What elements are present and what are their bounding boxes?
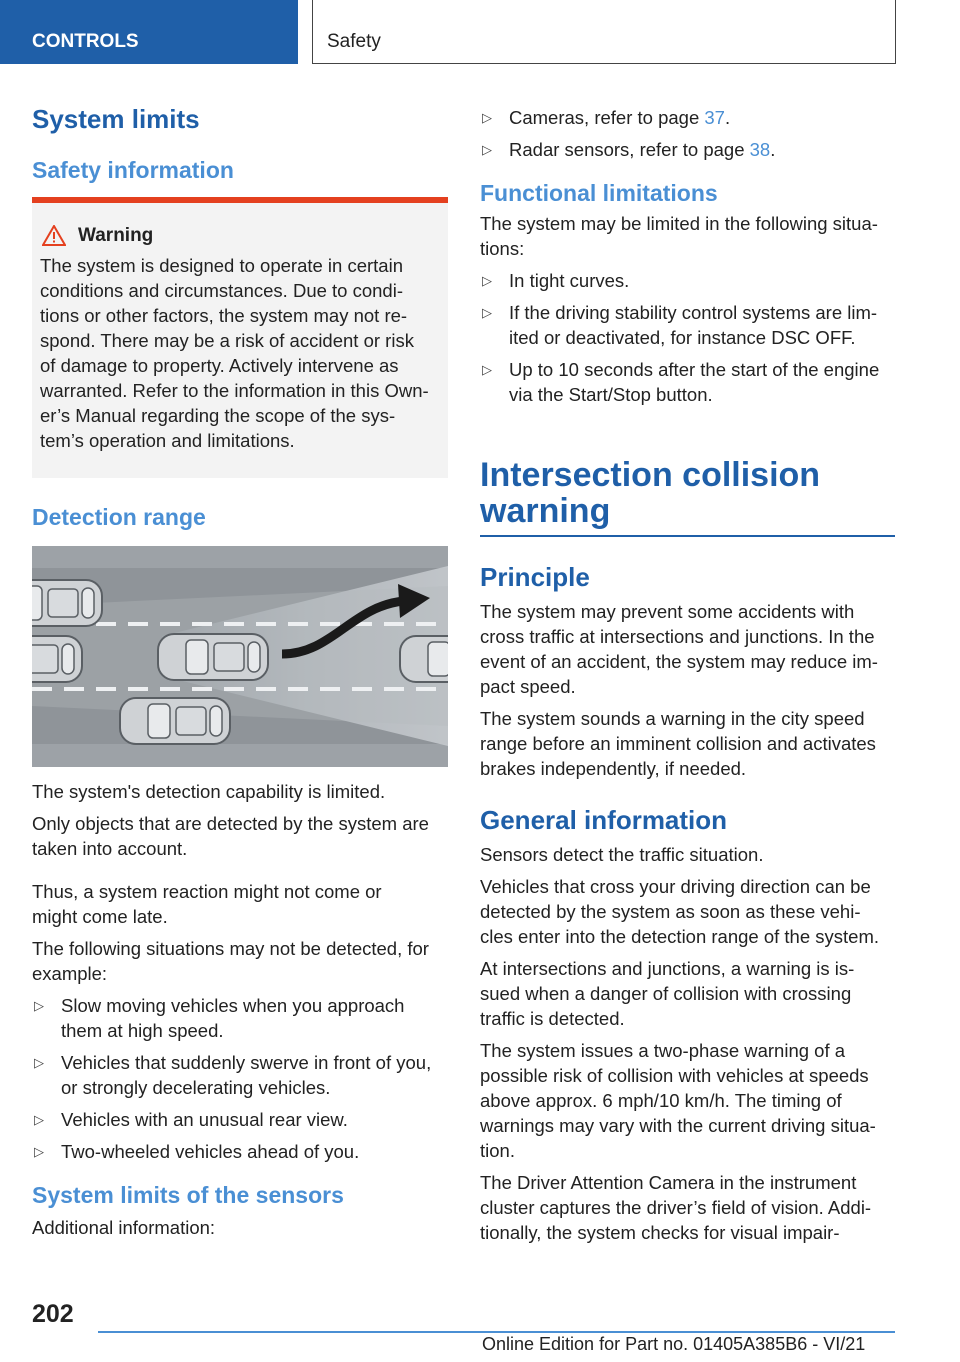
paragraph: detected by the system as soon as these vehi- xyxy=(480,901,861,922)
paragraph: The system's detection capability is limited. xyxy=(32,781,386,802)
paragraph: Vehicles that cross your driving direction can be xyxy=(480,876,871,897)
paragraph: The system sounds a warning in the city speed xyxy=(480,708,865,729)
paragraph: Sensors detect the traffic situation. xyxy=(480,844,764,865)
paragraph: warnings may vary with the current driving situa- xyxy=(480,1115,876,1136)
paragraph: The following situations may not be detected, for xyxy=(32,938,429,959)
bullet-triangle-icon: ▷ xyxy=(482,273,492,288)
warning-text xyxy=(40,253,440,453)
warning-line: conditions and circumstances. Due to condi- xyxy=(40,280,403,301)
general-information-heading: General information xyxy=(480,805,728,835)
paragraph: event of an accident, the system may reduce im- xyxy=(480,651,878,672)
principle-section xyxy=(480,562,900,1245)
section-label: Safety xyxy=(312,0,896,64)
paragraph: At intersections and junctions, a warning is is- xyxy=(480,958,855,979)
paragraph: cluster captures the driver’s field of vision. Addi- xyxy=(480,1197,872,1218)
chapter-tab: CONTROLS xyxy=(0,0,298,64)
paragraph: Additional information: xyxy=(32,1217,216,1238)
paragraph: taken into account. xyxy=(32,838,188,859)
warning-line: The system is designed to operate in certain xyxy=(40,255,403,276)
paragraph: tion. xyxy=(480,1140,515,1161)
paragraph: cross traffic at intersections and junctions. In the xyxy=(480,626,875,647)
edition-note: Online Edition for Part no. 01405A385B6 - VI/21 xyxy=(482,1334,866,1354)
functional-limitations-list xyxy=(480,268,900,407)
list-item: ▷ Slow moving vehicles when you approach them at high speed. xyxy=(34,995,405,1041)
paragraph: might come late. xyxy=(32,906,168,927)
warning-line: tem’s operation and limitations. xyxy=(40,430,295,451)
warning-line: er’s Manual regarding the scope of the sys- xyxy=(40,405,396,426)
list-item: ▷ Up to 10 seconds after the start of the engine via the Start/Stop button. xyxy=(482,359,880,405)
principle-heading: Principle xyxy=(480,562,590,592)
bullet-triangle-icon: ▷ xyxy=(482,142,492,157)
bullet-triangle-icon: ▷ xyxy=(482,362,492,377)
warning-title: Warning xyxy=(78,225,154,246)
functional-limitations-heading: Functional limitations xyxy=(480,180,718,206)
bullet-triangle-icon: ▷ xyxy=(34,1055,44,1070)
paragraph: example: xyxy=(32,963,108,984)
subsection-title: Safety information xyxy=(32,157,234,183)
paragraph: The system may prevent some accidents with xyxy=(480,601,855,622)
bullet-triangle-icon: ▷ xyxy=(34,998,44,1013)
warning-line: tions or other factors, the system may not re- xyxy=(40,305,408,326)
paragraph: traffic is detected. xyxy=(480,1008,625,1029)
warning-triangle-icon xyxy=(42,225,66,246)
paragraph: sued when a danger of collision with crossing xyxy=(480,983,852,1004)
footer-rule xyxy=(98,1331,895,1333)
paragraph: possible risk of collision with vehicles at speeds xyxy=(480,1065,869,1086)
list-item: ▷ If the driving stability control systems are lim- ited or deactivated, for instance DSC OFF. xyxy=(482,302,878,348)
list-item: ▷ Radar sensors, refer to page 38. xyxy=(482,139,776,160)
paragraph: above approx. 6 mph/10 km/h. The timing of xyxy=(480,1090,842,1111)
section-title: System limits xyxy=(32,104,200,134)
paragraph: Only objects that are detected by the system are xyxy=(32,813,429,834)
paragraph: range before an imminent collision and activates xyxy=(480,733,876,754)
bullet-triangle-icon: ▷ xyxy=(482,110,492,125)
paragraph: cles enter into the detection range of the system. xyxy=(480,926,880,947)
paragraph: tionally, the system checks for visual impair- xyxy=(480,1222,840,1243)
sensor-reference-list xyxy=(480,105,900,162)
page-number: 202 xyxy=(32,1300,74,1328)
list-item: ▷ Two-wheeled vehicles ahead of you. xyxy=(34,1141,360,1162)
not-detected-list xyxy=(32,993,452,1164)
icw-heading: Intersection collision warning xyxy=(480,456,821,530)
paragraph: pact speed. xyxy=(480,676,576,697)
list-item: ▷ In tight curves. xyxy=(482,270,630,291)
list-item: ▷ Vehicles that suddenly swerve in front of you, or strongly decelerating vehicles. xyxy=(34,1052,432,1098)
warning-box xyxy=(32,197,448,478)
detection-range-illustration xyxy=(32,546,448,767)
page-link[interactable]: 38 xyxy=(749,139,771,160)
right-column xyxy=(480,105,900,414)
paragraph: tions: xyxy=(480,238,525,259)
bullet-triangle-icon: ▷ xyxy=(34,1144,44,1159)
left-column xyxy=(32,104,448,184)
warning-line: warranted. Refer to the information in this Own- xyxy=(40,380,429,401)
list-item: ▷ Cameras, refer to page 37. xyxy=(482,107,731,128)
bullet-triangle-icon: ▷ xyxy=(34,1112,44,1127)
detection-text xyxy=(32,779,452,1240)
detection-range-heading: Detection range xyxy=(32,504,206,530)
paragraph: brakes independently, if needed. xyxy=(480,758,747,779)
heading-rule xyxy=(480,535,895,537)
page-link[interactable]: 37 xyxy=(704,107,725,128)
paragraph: The system issues a two-phase warning of a xyxy=(480,1040,846,1061)
sensors-heading: System limits of the sensors xyxy=(32,1182,344,1208)
warning-line: spond. There may be a risk of accident or risk xyxy=(40,330,414,351)
paragraph: Thus, a system reaction might not come or xyxy=(32,881,382,902)
bullet-triangle-icon: ▷ xyxy=(482,305,492,320)
list-item: ▷ Vehicles with an unusual rear view. xyxy=(34,1109,348,1130)
paragraph: The system may be limited in the following situa- xyxy=(480,213,878,234)
paragraph: The Driver Attention Camera in the instrument xyxy=(480,1172,857,1193)
warning-line: of damage to property. Actively intervene as xyxy=(40,355,399,376)
